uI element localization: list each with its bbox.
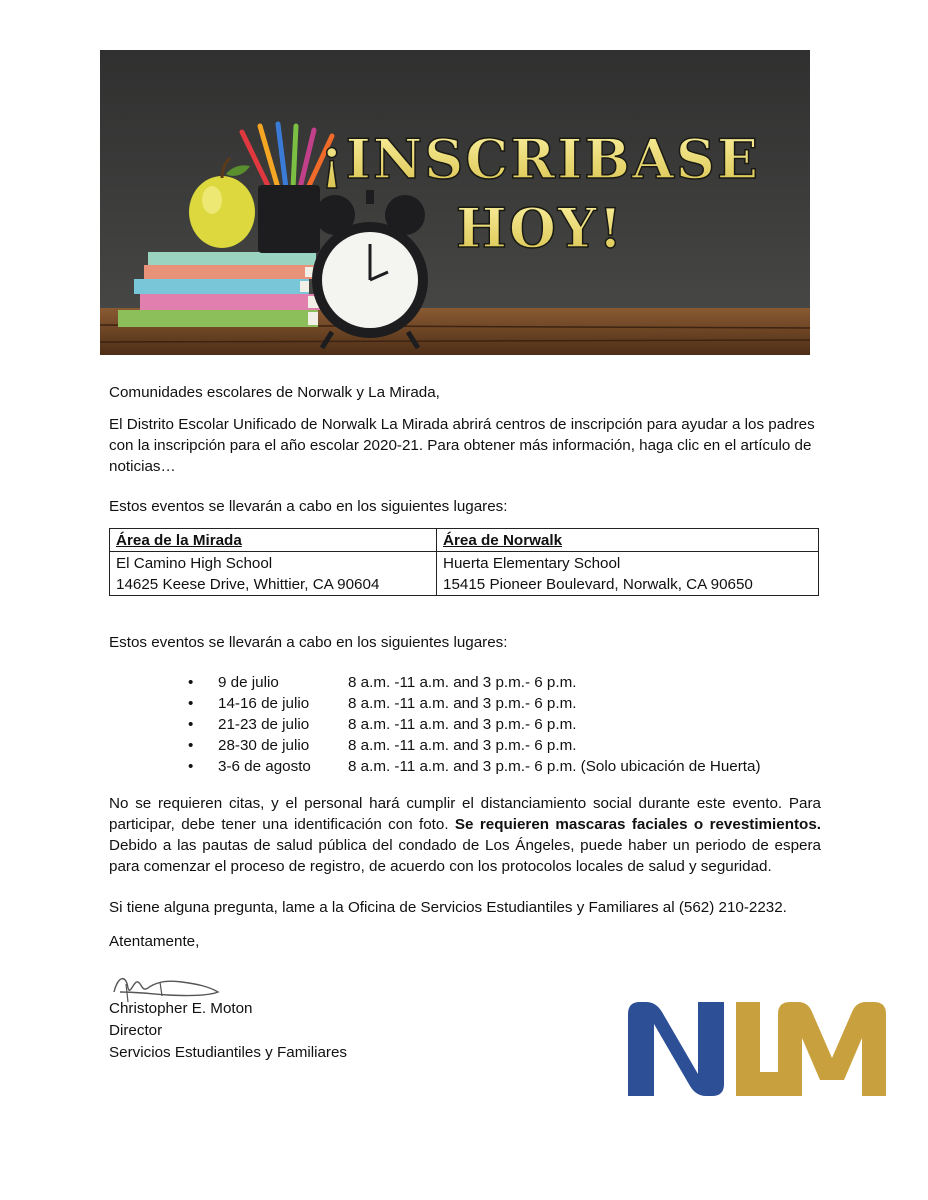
table-row — [110, 552, 819, 596]
locations-table — [109, 528, 819, 596]
book-stack-icon — [118, 252, 320, 327]
contact-paragraph: Si tiene alguna pregunta, lame a la Oficina de Servicios Estudiantiles y Familiares al (562) 210-2232. — [109, 899, 787, 916]
list-item — [188, 672, 828, 693]
table-header-row — [110, 529, 819, 552]
headline-line1: ¡INSCRIBASE — [319, 127, 761, 191]
list-item — [188, 714, 828, 735]
mask-requirement: Se requieren mascaras faciales o revestimientos. — [454, 816, 821, 833]
notice-part2: Debido a las pautas de salud pública del condado de Los Ángeles, puede haber un periodo de espera para comenzar el proceso de registro, de acuerdo con los protocolos locales de salud y seguridad. — [109, 837, 821, 875]
event-date: 3-6 de agosto — [218, 758, 311, 775]
signer-title: Director — [109, 1022, 163, 1039]
list-item — [188, 735, 828, 756]
school-mirada — [110, 552, 437, 596]
event-time: 8 a.m. -11 a.m. and 3 p.m.- 6 p.m. (Solo ubicación de Huerta) — [348, 758, 761, 775]
school-name: El Camino High School — [116, 555, 273, 572]
bullet-icon: • — [188, 674, 194, 691]
bullet-icon: • — [188, 695, 194, 712]
bullet-icon: • — [188, 758, 194, 775]
signer-department: Servicios Estudiantiles y Familiares — [109, 1044, 348, 1061]
event-time: 8 a.m. -11 a.m. and 3 p.m.- 6 p.m. — [348, 716, 577, 733]
locations-intro: Estos eventos se llevarán a cabo en los siguientes lugares: — [109, 498, 508, 515]
notice-paragraph — [109, 793, 821, 877]
list-item — [188, 693, 828, 714]
nlm-logo — [626, 1000, 888, 1096]
event-date: 9 de julio — [218, 674, 279, 691]
headline-line2: HOY! — [455, 196, 625, 260]
dates-intro: Estos eventos se llevarán a cabo en los siguientes lugares: — [109, 634, 508, 651]
event-date: 21-23 de julio — [218, 716, 310, 733]
school-address: 15415 Pioneer Boulevard, Norwalk, CA 90650 — [443, 576, 753, 593]
list-item — [188, 756, 828, 777]
event-date: 28-30 de julio — [218, 737, 310, 754]
event-date: 14-16 de julio — [218, 695, 310, 712]
school-address: 14625 Keese Drive, Whittier, CA 90604 — [116, 576, 380, 593]
event-time: 8 a.m. -11 a.m. and 3 p.m.- 6 p.m. — [348, 737, 577, 754]
enrollment-banner — [100, 50, 810, 355]
header-mirada: Área de la Mirada — [110, 529, 437, 552]
school-norwalk — [437, 552, 819, 596]
greeting: Comunidades escolares de Norwalk y La Mirada, — [109, 384, 440, 401]
notice-part1: No se requieren citas, y el personal hará cumplir el distanciamiento social durante este evento. Para participar, debe tener una identificación con foto. — [109, 795, 821, 833]
event-time: 8 a.m. -11 a.m. and 3 p.m.- 6 p.m. — [348, 674, 577, 691]
closing: Atentamente, — [109, 933, 200, 950]
intro-paragraph: El Distrito Escolar Unificado de Norwalk La Mirada abrirá centros de inscripción para ayudar a los padres con la inscripción para el año escolar 2020-21. Para obtener más información, haga clic en el artículo de noticias… — [109, 416, 815, 475]
school-name: Huerta Elementary School — [443, 555, 621, 572]
bullet-icon: • — [188, 737, 194, 754]
bullet-icon: • — [188, 716, 194, 733]
schedule-list — [188, 672, 828, 777]
header-norwalk: Área de Norwalk — [437, 529, 819, 552]
signer-name: Christopher E. Moton — [109, 1000, 253, 1017]
event-time: 8 a.m. -11 a.m. and 3 p.m.- 6 p.m. — [348, 695, 577, 712]
